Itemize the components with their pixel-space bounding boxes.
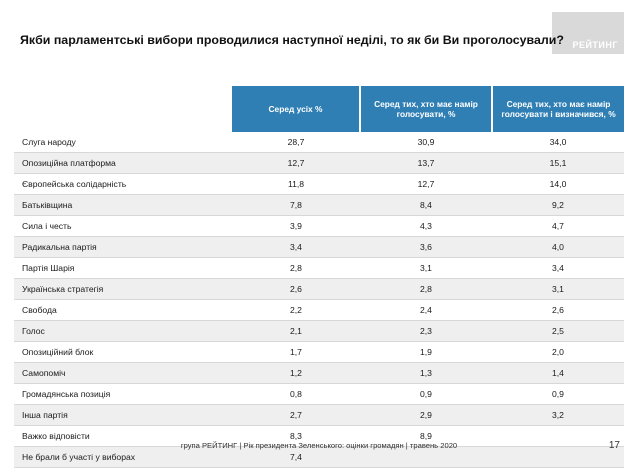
table-row [14,216,624,237]
value-cell-v3: 0,9 [492,384,624,405]
footer-source: група РЕЙТИНГ | Рік президента Зеленського: оцінки громадян | травень 2020 [180,441,458,450]
value-cell-v3: 14,0 [492,174,624,195]
value-cell-v3: 3,2 [492,405,624,426]
value-cell-v2: 1,3 [360,363,492,384]
party-name-cell: Громадянська позиція [14,384,232,405]
results-table-wrapper [14,86,624,468]
value-cell-v1: 0,8 [232,384,360,405]
table-row [14,153,624,174]
table-row [14,237,624,258]
column-header-name [14,86,232,132]
table-header [14,86,624,132]
value-cell-v1: 2,6 [232,279,360,300]
value-cell-v1: 3,4 [232,237,360,258]
value-cell-v1: 7,4 [232,447,360,468]
table-row [14,384,624,405]
value-cell-v2: 2,3 [360,321,492,342]
party-name-cell: Важко відповісти [14,426,232,447]
party-name-cell: Батьківщина [14,195,232,216]
party-name-cell: Українська стратегія [14,279,232,300]
party-name-cell: Сила і честь [14,216,232,237]
value-cell-v3: 2,0 [492,342,624,363]
party-name-cell: Європейська солідарність [14,174,232,195]
column-header-intend-to-vote: Серед тих, хто має намір голосувати, % [360,86,492,132]
value-cell-v2: 30,9 [360,132,492,153]
value-cell-v1: 2,8 [232,258,360,279]
value-cell-v3: 4,7 [492,216,624,237]
value-cell-v2: 2,4 [360,300,492,321]
value-cell-v1: 1,7 [232,342,360,363]
party-name-cell: Не брали б участі у виборах [14,447,232,468]
value-cell-v3: 9,2 [492,195,624,216]
party-name-cell: Опозиційна платформа [14,153,232,174]
value-cell-v2: 2,9 [360,405,492,426]
value-cell-v2: 8,9 [360,426,492,447]
party-name-cell: Партія Шарія [14,258,232,279]
value-cell-v1: 28,7 [232,132,360,153]
value-cell-v1: 1,2 [232,363,360,384]
table-row [14,195,624,216]
table-header-row [14,86,624,132]
table-row [14,132,624,153]
value-cell-v3: 1,4 [492,363,624,384]
party-name-cell: Свобода [14,300,232,321]
value-cell-v3: 2,5 [492,321,624,342]
party-name-cell: Інша партія [14,405,232,426]
table-row [14,321,624,342]
value-cell-v2: 1,9 [360,342,492,363]
value-cell-v1: 12,7 [232,153,360,174]
value-cell-v2: 4,3 [360,216,492,237]
table-row [14,363,624,384]
party-name-cell: Слуга народу [14,132,232,153]
party-name-cell: Опозиційний блок [14,342,232,363]
logo-brand-label: РЕЙТИНГ [572,40,618,50]
value-cell-v1: 2,2 [232,300,360,321]
value-cell-v3: 34,0 [492,132,624,153]
table-row [14,300,624,321]
column-header-decided-voters: Серед тих, хто має намір голосувати і визначився, % [492,86,624,132]
value-cell-v1: 3,9 [232,216,360,237]
value-cell-v2: 3,6 [360,237,492,258]
table-row [14,174,624,195]
value-cell-v3: 3,1 [492,279,624,300]
value-cell-v2: 0,9 [360,384,492,405]
value-cell-v1: 2,7 [232,405,360,426]
value-cell-v2: 12,7 [360,174,492,195]
page-number: 17 [608,440,620,451]
table-row [14,342,624,363]
page-title: Якби парламентські вибори проводилися наступної неділі, то як би Ви проголосували? [20,33,564,47]
table-row [14,279,624,300]
column-header-all: Серед усіх % [232,86,360,132]
value-cell-v2: 13,7 [360,153,492,174]
value-cell-v2: 8,4 [360,195,492,216]
value-cell-v3: 4,0 [492,237,624,258]
table-row [14,405,624,426]
value-cell-v2: 2,8 [360,279,492,300]
party-name-cell: Голос [14,321,232,342]
value-cell-v2: 3,1 [360,258,492,279]
value-cell-v3: 3,4 [492,258,624,279]
table-body [14,132,624,468]
party-name-cell: Радикальна партія [14,237,232,258]
value-cell-v1: 7,8 [232,195,360,216]
value-cell-v1: 2,1 [232,321,360,342]
value-cell-v1: 8,3 [232,426,360,447]
results-table [14,86,624,468]
table-row [14,258,624,279]
value-cell-v1: 11,8 [232,174,360,195]
party-name-cell: Самопоміч [14,363,232,384]
value-cell-v3: 15,1 [492,153,624,174]
value-cell-v3: 2,6 [492,300,624,321]
